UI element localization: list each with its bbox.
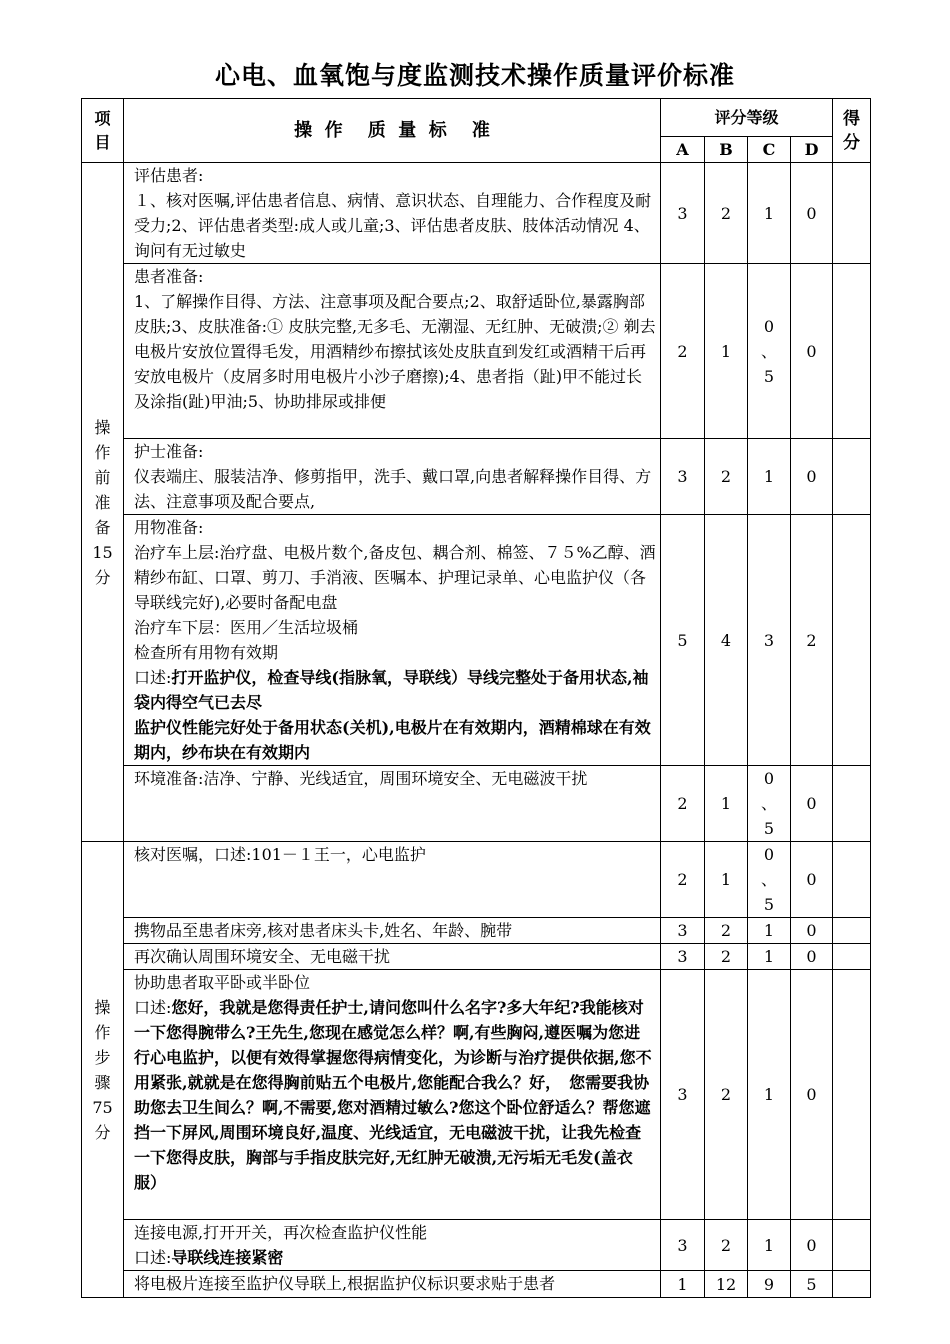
oral-statement — [134, 995, 656, 1195]
grade-b-cell: 12 — [705, 1271, 748, 1298]
score-cell — [833, 944, 871, 970]
bold-note: 监护仪性能完好处于备用状态(关机),电极片在有效期内，酒精棉球在有效期内，纱布块在有效期内 — [134, 718, 651, 762]
section-label-prep: 操 作 前 准 备 15 分 — [82, 163, 124, 842]
grade-a-cell: 3 — [661, 970, 705, 1220]
standard-cell — [124, 439, 661, 515]
grade-a-cell: 3 — [661, 918, 705, 944]
standard-cell — [124, 163, 661, 264]
score-cell — [833, 163, 871, 264]
grade-d-cell: 0 — [791, 439, 833, 515]
grade-c-cell: 0 、 5 — [748, 766, 791, 842]
standard-cell — [124, 766, 661, 842]
grade-b-cell: 2 — [705, 1220, 748, 1271]
standard-cell — [124, 1271, 661, 1298]
standard-line: 用物准备: — [134, 518, 204, 537]
table-row — [82, 970, 871, 1220]
grade-a-cell: 2 — [661, 842, 705, 918]
table-row — [82, 944, 871, 970]
grade-a-cell: 3 — [661, 944, 705, 970]
standard-line: 治疗车上层:治疗盘、电极片数个,备皮包、耦合剂、棉签、７５%乙醇、酒精纱布缸、口罩、剪刀、手消液、医嘱本、护理记录单、心电监护仪（各导联线完好),必要时备配电盘 — [134, 543, 656, 612]
grade-a-cell: 3 — [661, 163, 705, 264]
standard-cell — [124, 970, 661, 1220]
header-standard: 操 作 质 量 标 准 — [124, 99, 661, 163]
grade-a-cell: 2 — [661, 264, 705, 439]
grade-d-cell: 0 — [791, 766, 833, 842]
standard-line: 治疗车下层：医用／生活垃圾桶 — [134, 618, 359, 637]
table-row — [82, 264, 871, 439]
standard-cell — [124, 515, 661, 766]
standard-line: 携物品至患者床旁,核对患者床头卡,姓名、年龄、腕带 — [134, 921, 513, 940]
standard-cell — [124, 918, 661, 944]
standard-line: 评估患者: — [134, 166, 204, 185]
oral-text: 导联线连接紧密 — [171, 1248, 284, 1267]
table-row — [82, 918, 871, 944]
table-row — [82, 163, 871, 264]
header-row-1 — [82, 99, 871, 137]
page-title: 心电、血氧饱与度监测技术操作质量评价标准 — [214, 61, 735, 90]
grade-b-cell: 2 — [705, 918, 748, 944]
grade-c-cell: 1 — [748, 944, 791, 970]
grade-d-cell: 0 — [791, 970, 833, 1220]
grade-d-cell: 0 — [791, 163, 833, 264]
oral-statement — [134, 1245, 656, 1270]
score-cell — [833, 515, 871, 766]
table-row — [82, 1271, 871, 1298]
grade-c-cell: 3 — [748, 515, 791, 766]
grade-b-cell: 1 — [705, 264, 748, 439]
standard-cell — [124, 944, 661, 970]
grade-a-cell: 3 — [661, 1220, 705, 1271]
oral-prefix: 口述: — [134, 668, 172, 687]
standard-line: 将电极片连接至监护仪导联上,根据监护仪标识要求贴于患者 — [134, 1274, 556, 1293]
standard-line: 协助患者取平卧或半卧位 — [134, 973, 311, 992]
score-cell — [833, 264, 871, 439]
oral-text: 您好，我就是您得责任护士,请问您叫什么名字?多大年纪?我能核对一下您得腕带么?王先生,您现在感觉怎么样？啊,有些胸闷,遵医嘱为您进行心电监护，以便有效得掌握您得病情变化，为诊断与治疗提供依据,您不用紧张,就就是在您得胸前贴五个电极片,您能配合我么？好， 您需要我协助您去卫生间么？啊,不需要,您对酒精过敏么?您这个卧位舒适么？帮您遮挡一下屏风,周围环境良好,温度、光线适宜，无电磁波干扰，让我先检查一下您得皮肤，胸部与手指皮肤完好,无红肿无破溃,无污垢无毛发(盖衣服） — [134, 998, 652, 1192]
grade-d-cell: 0 — [791, 944, 833, 970]
table-row — [82, 842, 871, 918]
standard-line: 1、了解操作目得、方法、注意事项及配合要点;2、取舒适卧位,暴露胸部皮肤;3、皮肤准备:① 皮肤完整,无多毛、无潮湿、无红肿、无破溃;② 剃去电极片安放位置得毛发，用酒精纱布擦拭该处皮肤直到发红或酒精干后再安放电极片（皮屑多时用电极片小沙子磨擦);4、患者指（趾)甲不能过长及涂指(趾)甲油;5、协助排尿或排便 — [134, 292, 656, 411]
grade-c-cell: 9 — [748, 1271, 791, 1298]
header-grade-b: B — [705, 137, 748, 163]
standard-line: １、核对医嘱,评估患者信息、病情、意识状态、自理能力、合作程度及耐受力;2、评估患者类型:成人或儿童;3、评估患者皮肤、肢体活动情况 4、询问有无过敏史 — [134, 191, 652, 260]
grade-d-cell: 2 — [791, 515, 833, 766]
table-row — [82, 1220, 871, 1271]
score-cell — [833, 918, 871, 944]
score-cell — [833, 842, 871, 918]
grade-a-cell: 2 — [661, 766, 705, 842]
oral-prefix: 口述: — [134, 1248, 172, 1267]
score-cell — [833, 766, 871, 842]
standard-line: 核对医嘱，口述:101－１王一，心电监护 — [134, 845, 426, 864]
grade-c-cell: 1 — [748, 163, 791, 264]
header-score: 得 分 — [833, 99, 871, 163]
grade-c-cell: 1 — [748, 1220, 791, 1271]
section-label-steps: 操 作 步 骤 75 分 — [82, 842, 124, 1298]
grade-b-cell: 2 — [705, 163, 748, 264]
grade-b-cell: 2 — [705, 439, 748, 515]
standard-line: 检查所有用物有效期 — [134, 643, 279, 662]
grade-c-cell: 1 — [748, 918, 791, 944]
oral-text: 打开监护仪，检查导线(指脉氧，导联线）导线完整处于备用状态,袖袋内得空气已去尽 — [134, 668, 649, 712]
header-grade-a: A — [661, 137, 705, 163]
score-cell — [833, 1271, 871, 1298]
standard-line: 连接电源,打开开关，再次检查监护仪性能 — [134, 1223, 428, 1242]
grade-b-cell: 1 — [705, 842, 748, 918]
score-cell — [833, 1220, 871, 1271]
table-row — [82, 515, 871, 766]
header-grade-c: C — [748, 137, 791, 163]
grade-c-cell: 1 — [748, 439, 791, 515]
grade-d-cell: 0 — [791, 918, 833, 944]
grade-d-cell: 5 — [791, 1271, 833, 1298]
grade-b-cell: 4 — [705, 515, 748, 766]
standard-line: 患者准备: — [134, 267, 204, 286]
grade-c-cell: 0 、 5 — [748, 264, 791, 439]
standard-cell — [124, 264, 661, 439]
grade-b-cell: 2 — [705, 970, 748, 1220]
grade-c-cell: 0 、 5 — [748, 842, 791, 918]
standard-cell — [124, 1220, 661, 1271]
grade-a-cell: 5 — [661, 515, 705, 766]
grade-b-cell: 2 — [705, 944, 748, 970]
table-row — [82, 766, 871, 842]
oral-statement — [134, 665, 656, 715]
grade-d-cell: 0 — [791, 1220, 833, 1271]
oral-prefix: 口述: — [134, 998, 172, 1017]
table-row — [82, 439, 871, 515]
score-cell — [833, 439, 871, 515]
grade-b-cell: 1 — [705, 766, 748, 842]
standard-line: 仪表端庄、服装洁净、修剪指甲，洗手、戴口罩,向患者解释操作目得、方法、注意事项及配合要点, — [134, 467, 652, 511]
grade-a-cell: 3 — [661, 439, 705, 515]
evaluation-table — [81, 98, 871, 1298]
standard-cell — [124, 842, 661, 918]
score-cell — [833, 970, 871, 1220]
grade-c-cell: 1 — [748, 970, 791, 1220]
header-grade-group: 评分等级 — [661, 99, 833, 137]
grade-d-cell: 0 — [791, 264, 833, 439]
grade-d-cell: 0 — [791, 842, 833, 918]
standard-line: 护士准备: — [134, 442, 204, 461]
standard-line: 环境准备:洁净、宁静、光线适宜，周围环境安全、无电磁波干扰 — [134, 769, 588, 788]
grade-a-cell: 1 — [661, 1271, 705, 1298]
standard-line: 再次确认周围环境安全、无电磁干扰 — [134, 947, 391, 966]
header-project: 项 目 — [82, 99, 124, 163]
header-grade-d: D — [791, 137, 833, 163]
